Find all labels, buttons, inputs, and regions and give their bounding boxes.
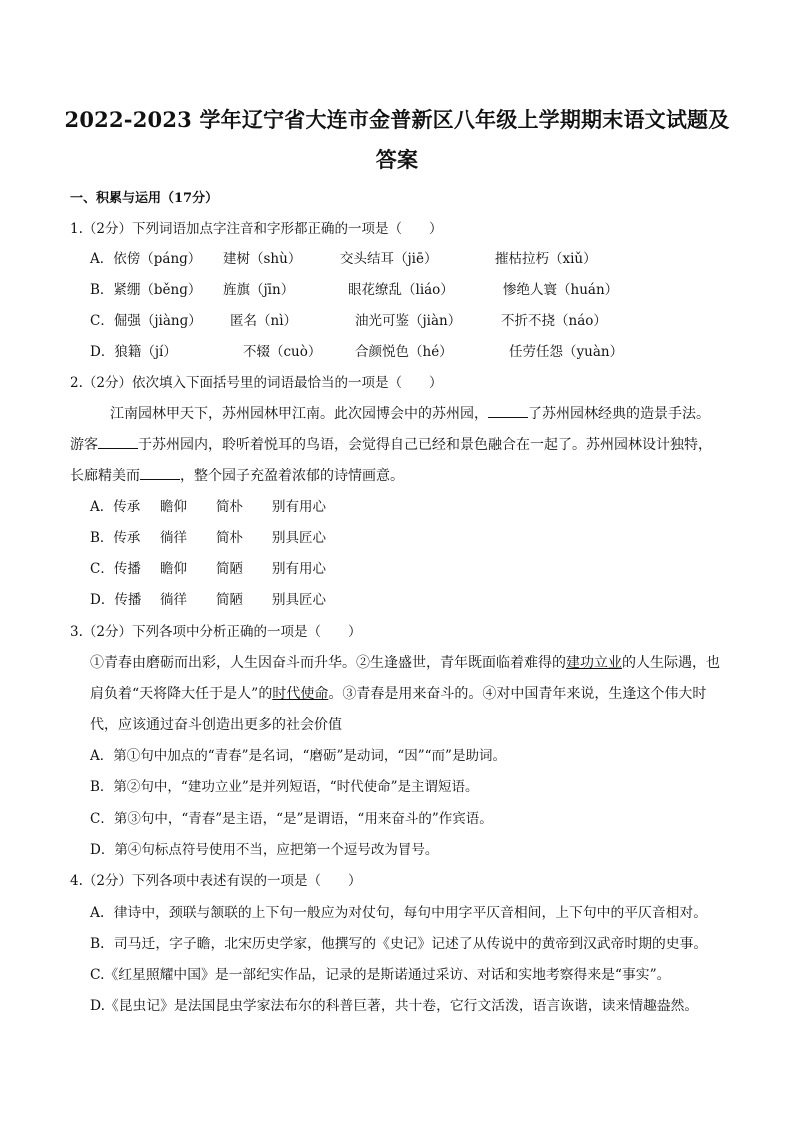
q2-d-2: 徜徉 <box>160 592 187 608</box>
q2-b-3: 简朴 <box>216 530 243 546</box>
q3-stem: 3.（2分）下列各项中分析正确的一项是（ ） <box>70 624 362 640</box>
q2-passage-line-3 <box>70 467 404 485</box>
q2-p1-text-a: 江南园林甲天下，苏州园林甲江南。此次园博会中的苏州园， <box>110 406 488 422</box>
q2-passage-line-1 <box>110 405 710 423</box>
q1-c-2: 匿名（nì） <box>230 313 298 329</box>
q2-d-1: D．传播 <box>90 592 142 608</box>
q3-option-c: C．第③句中，“青春”是主语，“是”是谓语，“用来奋斗的”作宾语。 <box>90 811 493 827</box>
q1-b-3: 眼花缭乱（liáo） <box>348 282 454 298</box>
q2-option-d <box>90 591 490 609</box>
q2-passage-line-2 <box>70 436 712 454</box>
q1-c-4: 不折不挠（náo） <box>501 313 607 329</box>
q2-c-1: C．传播 <box>90 561 141 577</box>
q1-b-4: 惨绝人寰（huán） <box>503 282 619 298</box>
q3-option-b: B．第②句中，“建功立业”是并列短语，“时代使命”是主谓短语。 <box>90 779 479 795</box>
q1-b-1: B．紧绷（běnɡ） <box>90 282 202 298</box>
q2-p3-text-b: ，整个园子充盈着浓郁的诗情画意。 <box>180 468 404 484</box>
q3-p1-text-a: ①青春由磨砺而出彩，人生因奋斗而升华。②生逢盛世，青年既面临着难得的 <box>90 655 566 671</box>
section-heading: 一、积累与运用（17分） <box>70 191 219 206</box>
q2-blank-3 <box>140 467 180 480</box>
q1-a-1: A．依傍（pánɡ） <box>90 251 202 267</box>
q1-b-2: 旌旗（jīn） <box>223 282 295 298</box>
q2-c-3: 简陋 <box>216 561 243 577</box>
q2-blank-2 <box>98 436 138 449</box>
q4-option-a: A．律诗中，颈联与颔联的上下句一般应为对仗句，每句中用字平仄音相间，上下句中的平仄音相对。 <box>90 905 708 921</box>
q2-stem: 2.（2分）依次填入下面括号里的词语最恰当的一项是（ ） <box>70 375 443 391</box>
q1-a-4: 摧枯拉朽（xiǔ） <box>495 251 597 267</box>
q2-p2-text-b: 于苏州园内，聆听着悦耳的鸟语，会觉得自己已经和景色融合在一起了。苏州园林设计独特， <box>138 437 712 453</box>
q2-a-1: A．传承 <box>90 499 141 515</box>
q4-option-d: D.《昆虫记》是法国昆虫学家法布尔的科普巨著，共十卷，它行文活泼，语言诙谐，读来情趣盎然。 <box>90 998 699 1014</box>
q2-option-b <box>90 529 490 547</box>
q2-b-1: B．传承 <box>90 530 141 546</box>
q3-passage-line-1 <box>90 654 720 672</box>
q3-option-d: D．第④句标点符号使用不当，应把第一个逗号改为冒号。 <box>90 842 439 858</box>
q2-p1-text-b: 了苏州园林经典的造景手法。 <box>528 406 710 422</box>
q3-passage-line-3: 代，应该通过奋斗创造出更多的社会价值 <box>90 717 342 733</box>
q1-option-b <box>90 281 690 299</box>
q1-d-2: 不辍（cuò） <box>243 344 322 360</box>
q1-a-2: 建树（shù） <box>223 251 302 267</box>
q2-p3-text-a: 长廊精美而 <box>70 468 140 484</box>
q3-underlined-phrase-1: 建功立业 <box>566 655 622 671</box>
q1-a-3: 交头结耳（jiē） <box>340 251 438 267</box>
q1-d-3: 合颜悦色（hé） <box>355 344 453 360</box>
document-title <box>60 100 734 180</box>
q1-c-1: C．倔强（jiànɡ） <box>90 313 202 329</box>
q2-blank-1 <box>488 405 528 418</box>
q1-option-c <box>90 312 690 330</box>
q3-p2-text-a: 肩负着“天将降大任于是人”的 <box>90 686 273 702</box>
q3-option-a: A．第①句中加点的“青春”是名词，“磨砺”是动词，“因”“而”是助词。 <box>90 748 506 764</box>
q1-stem: 1.（2分）下列词语加点字注音和字形都正确的一项是（ ） <box>70 221 443 237</box>
q2-d-4: 别具匠心 <box>272 592 326 608</box>
q3-p2-text-b: 。③青春是用来奋斗的。④对中国青年来说，生逢这个伟大时 <box>328 686 707 702</box>
q2-p2-text-a: 游客 <box>70 437 98 453</box>
q1-c-3: 油光可鉴（jiàn） <box>355 313 462 329</box>
q2-c-4: 别有用心 <box>272 561 326 577</box>
q2-d-3: 简陋 <box>216 592 243 608</box>
q2-a-3: 简朴 <box>216 499 243 515</box>
q4-option-b: B．司马迁，字子瞻，北宋历史学家，他撰写的《史记》记述了从传说中的黄帝到汉武帝时期的史事。 <box>90 936 708 952</box>
q2-option-c <box>90 560 490 578</box>
q4-stem: 4.（2分）下列各项中表述有误的一项是（ ） <box>70 873 362 889</box>
q2-a-4: 别有用心 <box>272 499 326 515</box>
q1-option-a <box>90 250 690 268</box>
q2-a-2: 瞻仰 <box>160 499 187 515</box>
q3-passage-line-2 <box>90 685 706 703</box>
q3-underlined-phrase-2: 时代使命 <box>272 686 329 702</box>
q2-option-a <box>90 498 490 516</box>
q2-b-2: 徜徉 <box>160 530 187 546</box>
q1-d-1: D．狼籍（jí） <box>90 344 177 360</box>
title-line-1: 2022-2023 学年辽宁省大连市金普新区八年级上学期期末语文试题及 <box>64 107 730 132</box>
q2-c-2: 瞻仰 <box>160 561 187 577</box>
q1-option-d <box>90 343 690 361</box>
title-line-2: 答案 <box>375 147 419 172</box>
q3-p1-text-b: 的人生际遇，也 <box>622 655 720 671</box>
q2-b-4: 别具匠心 <box>272 530 326 546</box>
q4-option-c: C.《红星照耀中国》是一部纪实作品，记录的是斯诺通过采访、对话和实地考察得来是“事实”。 <box>90 967 671 983</box>
q1-d-4: 任劳任怨（yuàn） <box>509 344 624 360</box>
